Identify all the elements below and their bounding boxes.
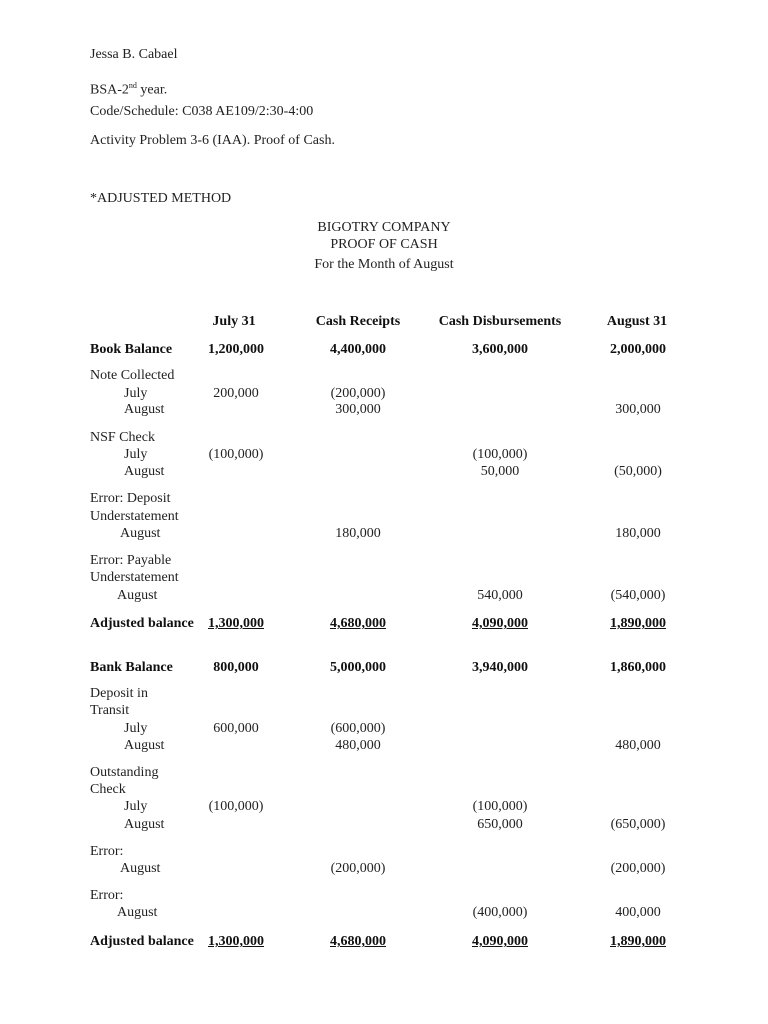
cell-value: 3,600,000	[472, 342, 528, 357]
cell-cash-receipts	[288, 660, 428, 676]
cell-cash-receipts	[288, 342, 428, 358]
cell-value: 4,400,000	[330, 342, 386, 357]
cell-value: 1,200,000	[208, 342, 264, 357]
cell-value: 3,940,000	[472, 660, 528, 675]
row-label: Understatement	[90, 509, 179, 524]
cell-cash-disbursements	[430, 905, 570, 921]
cell-cash-disbursements	[430, 799, 570, 815]
cell-july-31	[166, 660, 306, 676]
cell-value: 1,860,000	[610, 660, 666, 675]
cell-value: 200,000	[213, 386, 259, 401]
column-header-cash-disbursements: Cash Disbursements	[438, 314, 562, 329]
cell-august-31	[568, 588, 708, 604]
cell-value: 480,000	[615, 738, 661, 753]
cell-august-31	[568, 464, 708, 480]
cell-august-31	[568, 660, 708, 676]
cell-value: (100,000)	[472, 447, 528, 462]
cell-value: 1,300,000	[208, 616, 264, 631]
cell-cash-disbursements	[430, 588, 570, 604]
row-label: August	[124, 464, 165, 479]
cell-value: 1,890,000	[610, 616, 666, 631]
row-label: July	[124, 447, 148, 462]
row-label: NSF Check	[90, 430, 155, 445]
row-label: Error:	[90, 888, 124, 903]
row-label: Adjusted balance	[90, 616, 194, 631]
cell-value: 400,000	[615, 905, 661, 920]
cell-july-31	[166, 721, 306, 737]
schedule: Code/Schedule: C038 AE109/2:30-4:00	[90, 104, 314, 119]
course-prefix: BSA-2	[90, 82, 129, 98]
cell-value: 540,000	[477, 588, 523, 603]
cell-value: 50,000	[480, 464, 520, 479]
row-label: Understatement	[90, 570, 179, 585]
row-label: Note Collected	[90, 368, 175, 383]
cell-july-31	[166, 616, 306, 632]
cell-value: (200,000)	[330, 386, 386, 401]
cell-value: 4,090,000	[472, 934, 528, 949]
cell-cash-receipts	[288, 721, 428, 737]
cell-value: (50,000)	[614, 464, 662, 479]
cell-july-31	[166, 934, 306, 950]
company-name: BIGOTRY COMPANY	[317, 220, 451, 235]
cell-value: 4,680,000	[330, 934, 386, 949]
row-label: Adjusted balance	[90, 934, 194, 949]
cell-cash-receipts	[288, 616, 428, 632]
report-period: For the Month of August	[314, 257, 454, 272]
row-label: Check	[90, 782, 126, 797]
column-header-august-31: August 31	[606, 314, 668, 329]
row-label: Error: Payable	[90, 553, 172, 568]
method-label: *ADJUSTED METHOD	[90, 191, 232, 206]
report-title: PROOF OF CASH	[330, 237, 438, 252]
cell-cash-receipts	[288, 402, 428, 418]
course-year	[90, 78, 167, 99]
cell-august-31	[568, 342, 708, 358]
column-header-cash-receipts: Cash Receipts	[315, 314, 401, 329]
cell-august-31	[568, 934, 708, 950]
cell-august-31	[568, 738, 708, 754]
row-label: August	[120, 526, 161, 541]
row-label: August	[124, 738, 165, 753]
row-label: Transit	[90, 703, 130, 718]
cell-july-31	[166, 447, 306, 463]
cell-august-31	[568, 526, 708, 542]
row-label: Error: Deposit	[90, 491, 171, 506]
cell-value: 5,000,000	[330, 660, 386, 675]
student-name: Jessa B. Cabael	[90, 47, 178, 62]
cell-cash-disbursements	[430, 817, 570, 833]
cell-cash-receipts	[288, 861, 428, 877]
cell-value: 4,090,000	[472, 616, 528, 631]
cell-value: 4,680,000	[330, 616, 386, 631]
column-header-july-31: July 31	[212, 314, 256, 329]
row-label: Error:	[90, 844, 124, 859]
cell-july-31	[166, 799, 306, 815]
cell-value: 600,000	[213, 721, 259, 736]
cell-cash-receipts	[288, 934, 428, 950]
row-label: August	[124, 402, 165, 417]
row-label: August	[120, 861, 161, 876]
cell-august-31	[568, 402, 708, 418]
row-label: July	[124, 799, 148, 814]
cell-july-31	[166, 342, 306, 358]
course-suffix: year.	[136, 82, 168, 98]
cell-value: 180,000	[335, 526, 381, 541]
activity-title: Activity Problem 3-6 (IAA). Proof of Cash.	[90, 133, 335, 148]
cell-value: (650,000)	[610, 817, 666, 832]
cell-cash-receipts	[288, 738, 428, 754]
cell-value: 1,300,000	[208, 934, 264, 949]
cell-value: 480,000	[335, 738, 381, 753]
row-label: August	[117, 905, 158, 920]
row-label: Deposit in	[90, 686, 148, 701]
cell-cash-receipts	[288, 526, 428, 542]
cell-value: 1,890,000	[610, 934, 666, 949]
cell-value: (100,000)	[208, 447, 264, 462]
cell-value: 300,000	[615, 402, 661, 417]
row-label: Book Balance	[90, 342, 173, 357]
cell-july-31	[166, 386, 306, 402]
cell-value: (100,000)	[472, 799, 528, 814]
cell-value: 180,000	[615, 526, 661, 541]
cell-august-31	[568, 861, 708, 877]
cell-cash-disbursements	[430, 464, 570, 480]
row-label: August	[124, 817, 165, 832]
cell-value: (600,000)	[330, 721, 386, 736]
cell-value: 2,000,000	[610, 342, 666, 357]
cell-value: (200,000)	[610, 861, 666, 876]
cell-cash-receipts	[288, 386, 428, 402]
cell-august-31	[568, 616, 708, 632]
cell-cash-disbursements	[430, 342, 570, 358]
cell-value: 300,000	[335, 402, 381, 417]
cell-cash-disbursements	[430, 447, 570, 463]
row-label: July	[124, 721, 148, 736]
cell-value: (400,000)	[472, 905, 528, 920]
cell-value: (100,000)	[208, 799, 264, 814]
row-label: July	[124, 386, 148, 401]
cell-cash-disbursements	[430, 660, 570, 676]
cell-value: 800,000	[213, 660, 259, 675]
cell-value: 650,000	[477, 817, 523, 832]
row-label: August	[117, 588, 158, 603]
row-label: Outstanding	[90, 765, 159, 780]
cell-august-31	[568, 817, 708, 833]
cell-cash-disbursements	[430, 616, 570, 632]
course-superscript: nd	[128, 81, 137, 90]
row-label: Bank Balance	[90, 660, 173, 675]
cell-cash-disbursements	[430, 934, 570, 950]
cell-value: (200,000)	[330, 861, 386, 876]
cell-value: (540,000)	[610, 588, 666, 603]
cell-august-31	[568, 905, 708, 921]
